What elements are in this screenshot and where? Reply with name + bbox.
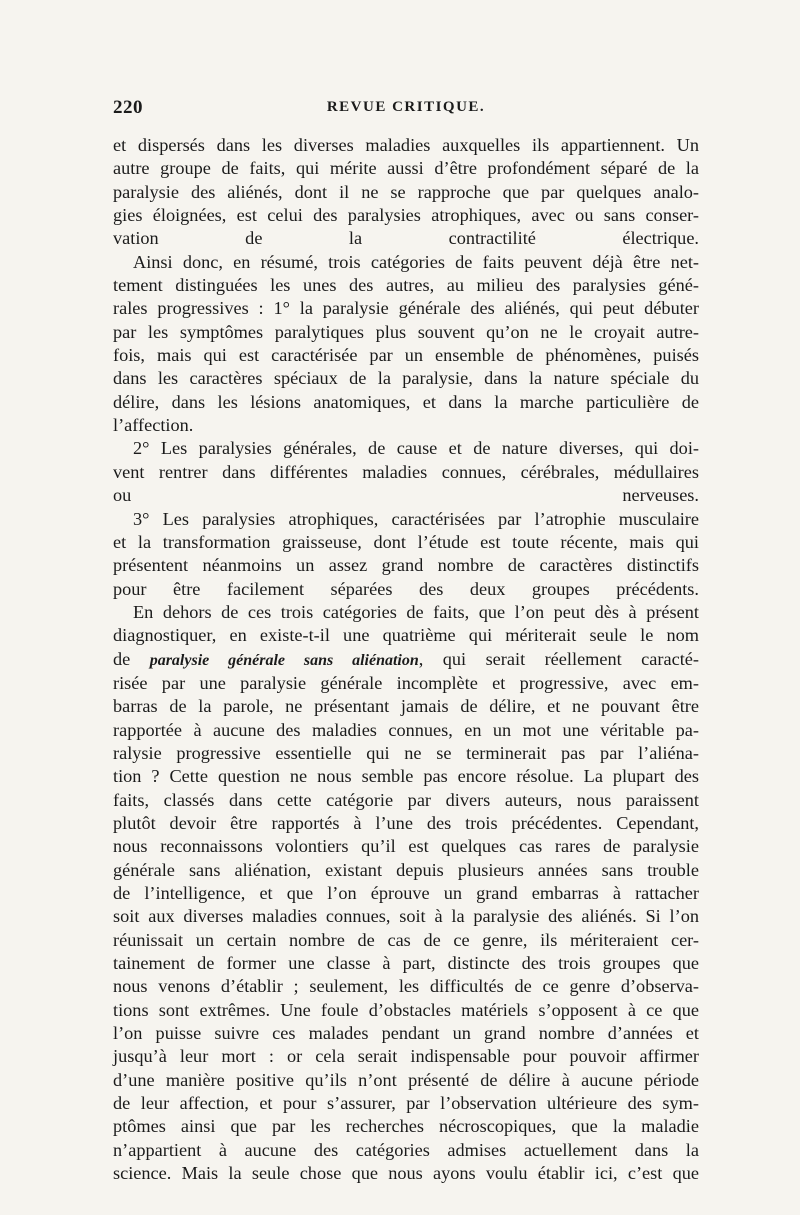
- text-line: paralysie des aliénés, dont il ne se rapproche que par quelques analo-: [113, 181, 699, 202]
- italic-term: paralysie générale sans aliénation: [149, 651, 419, 669]
- text-segment: , qui serait réellement caracté-: [418, 648, 700, 669]
- text-line: et dispersés dans les diverses maladies auxquelles ils appartiennent. Un: [113, 135, 699, 155]
- running-title: REVUE CRITIQUE.: [326, 99, 486, 115]
- text-line: dans les caractères spéciaux de la paralysie, dans la nature spéciale du: [113, 368, 699, 389]
- text-line: l’on puisse suivre ces malades pendant un grand nombre d’années et: [113, 1023, 699, 1044]
- text-line: 2° Les paralysies générales, de cause et de nature diverses, qui doi-: [133, 438, 699, 459]
- text-line: tainement de former une classe à part, distincte des trois groupes que: [113, 953, 699, 974]
- text-line: par les symptômes paralytiques plus souvent qu’on ne le croyait autre-: [113, 321, 699, 342]
- text-line: diagnostiquer, en existe-t-il une quatrième qui mériterait seule le nom: [113, 625, 699, 646]
- text-line: nous venons d’établir ; seulement, les difficultés de ce genre d’observa-: [113, 976, 699, 997]
- page-number: 220: [113, 97, 143, 118]
- text-line: autre groupe de faits, qui mérite aussi d’être profondément séparé de la: [113, 158, 699, 179]
- body-text: [113, 134, 699, 1185]
- text-line: l’affection.: [113, 415, 194, 436]
- text-line: soit aux diverses maladies connues, soit à la paralysie des aliénés. Si l’on: [113, 906, 699, 927]
- text-line: science. Mais la seule chose que nous ayons voulu établir ici, c’est que: [113, 1163, 699, 1184]
- text-line: de l’intelligence, et que l’on éprouve un grand embarras à rattacher: [113, 883, 699, 903]
- text-line: n’appartient à aucune des catégories admises actuellement dans la: [113, 1139, 699, 1160]
- text-line: rales progressives : 1° la paralysie générale des aliénés, qui peut débuter: [113, 298, 699, 319]
- text-line: En dehors de ces trois catégories de faits, que l’on peut dès à présent: [133, 601, 699, 622]
- text-line: tement distinguées les unes des autres, au milieu des paralysies géné-: [113, 275, 699, 296]
- text-line: [113, 648, 699, 672]
- text-segment: de: [113, 648, 150, 669]
- text-line: réunissait un certain nombre de cas de ce genre, ils mériteraient cer-: [113, 929, 699, 950]
- text-line: tion ? Cette question ne nous semble pas encore résolue. La plupart des: [113, 766, 699, 787]
- text-line: présentent néanmoins un assez grand nombre de caractères distinctifs: [113, 555, 699, 576]
- text-line: vation de la contractilité électrique.: [113, 228, 699, 249]
- text-line: nous reconnaissons volontiers qu’il est quelques cas rares de paralysie: [113, 836, 699, 857]
- text-line: ou nerveuses.: [113, 485, 699, 506]
- text-line: générale sans aliénation, existant depuis plusieurs années sans trouble: [113, 859, 699, 880]
- text-line: fois, mais qui est caractérisée par un ensemble de phénomènes, puisés: [113, 345, 699, 366]
- text-line: barras de la parole, ne présentant jamais de délire, et ne pouvant être: [113, 696, 699, 717]
- text-line: Ainsi donc, en résumé, trois catégories de faits peuvent déjà être net-: [133, 251, 699, 272]
- text-line: d’une manière positive qu’ils n’ont présenté de délire à aucune période: [113, 1069, 699, 1090]
- text-line: jusqu’à leur mort : or cela serait indispensable pour pouvoir affirmer: [113, 1046, 699, 1067]
- text-line: et la transformation graisseuse, dont l’étude est toute récente, mais qui: [113, 531, 699, 552]
- text-line: plutôt devoir être rapportés à l’une des trois précédentes. Cependant,: [113, 812, 699, 833]
- text-line: ptômes ainsi que par les recherches nécroscopiques, que la maladie: [113, 1116, 699, 1137]
- text-line: ralysie progressive essentielle qui ne se terminerait pas par l’aliéna-: [113, 742, 699, 763]
- paragraph: [113, 134, 699, 1185]
- text-line: 3° Les paralysies atrophiques, caractérisées par l’atrophie musculaire: [133, 508, 699, 529]
- page-header: [113, 97, 699, 125]
- text-line: risée par une paralysie générale incomplète et progressive, avec em-: [113, 672, 699, 693]
- text-line: rapportée à aucune des maladies connues, en un mot une véritable pa-: [113, 719, 699, 740]
- text-line: délire, dans les lésions anatomiques, et dans la marche particulière de: [113, 391, 699, 412]
- text-line: gies éloignées, est celui des paralysies atrophiques, avec ou sans conser-: [113, 205, 699, 226]
- text-line: de leur affection, et pour s’assurer, par l’observation ultérieure des sym-: [113, 1093, 699, 1114]
- text-line: faits, classés dans cette catégorie par divers auteurs, nous paraissent: [113, 789, 699, 810]
- text-line: tions sont extrêmes. Une foule d’obstacles matériels s’opposent à ce que: [113, 999, 699, 1020]
- text-line: vent rentrer dans différentes maladies connues, cérébrales, médullaires: [113, 461, 699, 482]
- text-line: pour être facilement séparées des deux groupes précédents.: [113, 578, 699, 599]
